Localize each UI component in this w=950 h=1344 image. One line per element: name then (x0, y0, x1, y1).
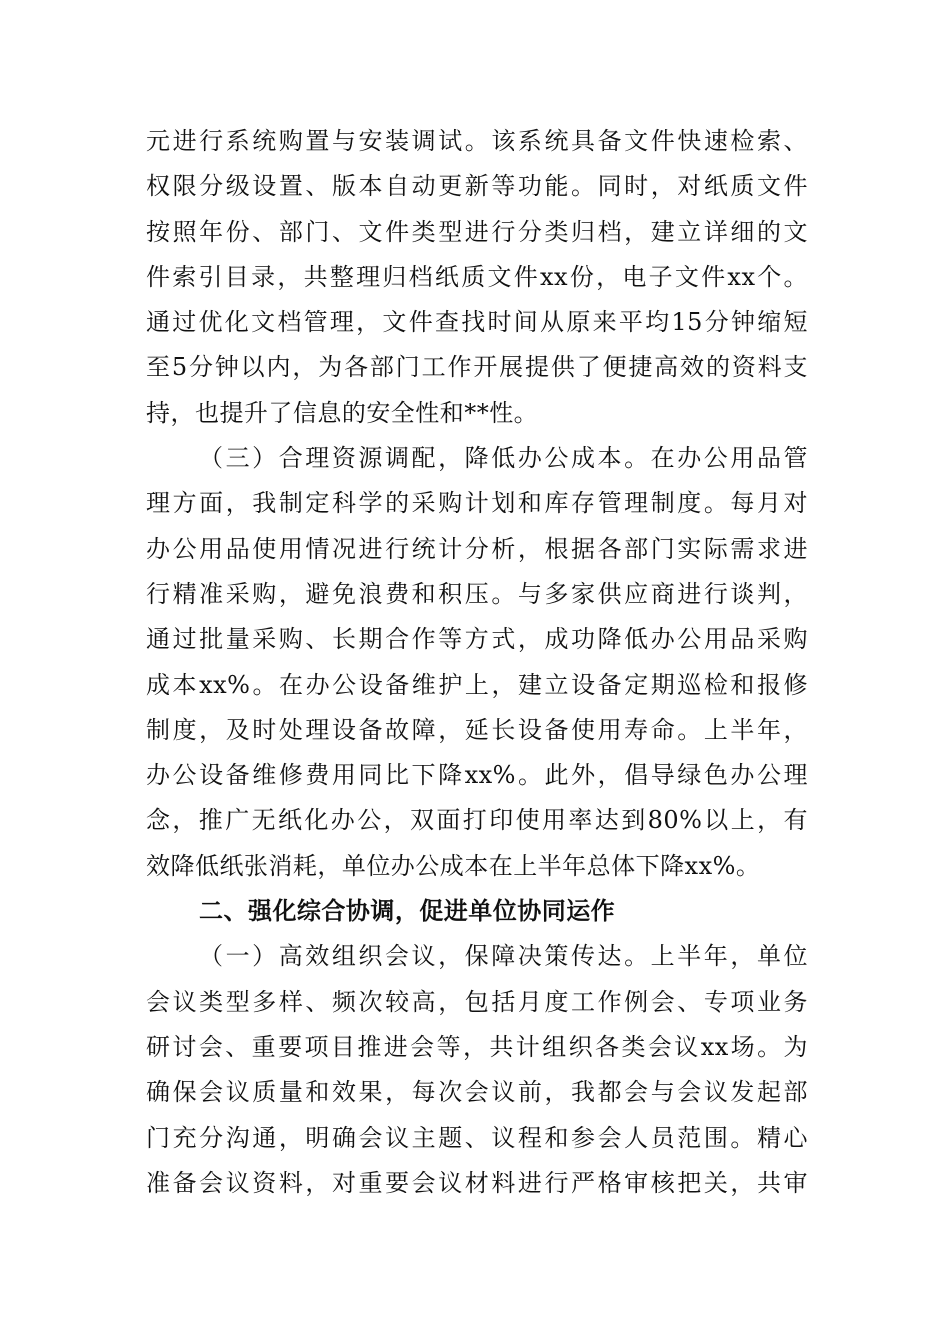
text-line: 念，推广无纸化办公，双面打印使用率达到80%以上，有 (146, 806, 808, 835)
text-line: 行精准采购，避免浪费和积压。与多家供应商进行谈判， (146, 579, 808, 608)
text-line: 通过批量采购、长期合作等方式，成功降低办公用品采购 (146, 625, 808, 654)
text-line: 制度，及时处理设备故障，延长设备使用寿命。上半年， (146, 715, 808, 744)
text-line: 准备会议资料，对重要会议材料进行严格审核把关，共审 (146, 1168, 808, 1197)
section-heading: 二、强化综合协调，促进单位协同运作 (199, 897, 616, 926)
text-line: 确保会议质量和效果，每次会议前，我都会与会议发起部 (146, 1078, 808, 1107)
text-line: 办公设备维修费用同比下降xx%。此外，倡导绿色办公理 (146, 761, 808, 790)
text-line: （一）高效组织会议，保障决策传达。上半年，单位 (199, 942, 808, 971)
text-line: 通过优化文档管理，文件查找时间从原来平均15分钟缩短 (146, 308, 808, 337)
text-line: 元进行系统购置与安装调试。该系统具备文件快速检索、 (146, 127, 808, 155)
text-line: （三）合理资源调配，降低办公成本。在办公用品管 (199, 444, 808, 473)
text-line: 会议类型多样、频次较高，包括月度工作例会、专项业务 (146, 987, 808, 1016)
document-body (146, 119, 808, 1206)
text-line: 件索引目录，共整理归档纸质文件xx份，电子文件xx个。 (146, 262, 808, 291)
text-line: 门充分沟通，明确会议主题、议程和参会人员范围。精心 (146, 1123, 808, 1152)
text-line: 持，也提升了信息的安全性和**性。 (146, 398, 539, 427)
text-line: 效降低纸张消耗，单位办公成本在上半年总体下降xx%。 (146, 851, 761, 880)
text-line: 研讨会、重要项目推进会等，共计组织各类会议xx场。为 (146, 1032, 808, 1061)
text-line: 成本xx%。在办公设备维护上，建立设备定期巡检和报修 (146, 670, 808, 699)
text-line: 办公用品使用情况进行统计分析，根据各部门实际需求进 (146, 534, 808, 563)
text-line: 理方面，我制定科学的采购计划和库存管理制度。每月对 (146, 489, 808, 518)
text-line: 至5分钟以内，为各部门工作开展提供了便捷高效的资料支 (146, 353, 808, 382)
text-line: 权限分级设置、版本自动更新等功能。同时，对纸质文件 (146, 172, 808, 201)
text-line: 按照年份、部门、文件类型进行分类归档，建立详细的文 (146, 217, 808, 246)
